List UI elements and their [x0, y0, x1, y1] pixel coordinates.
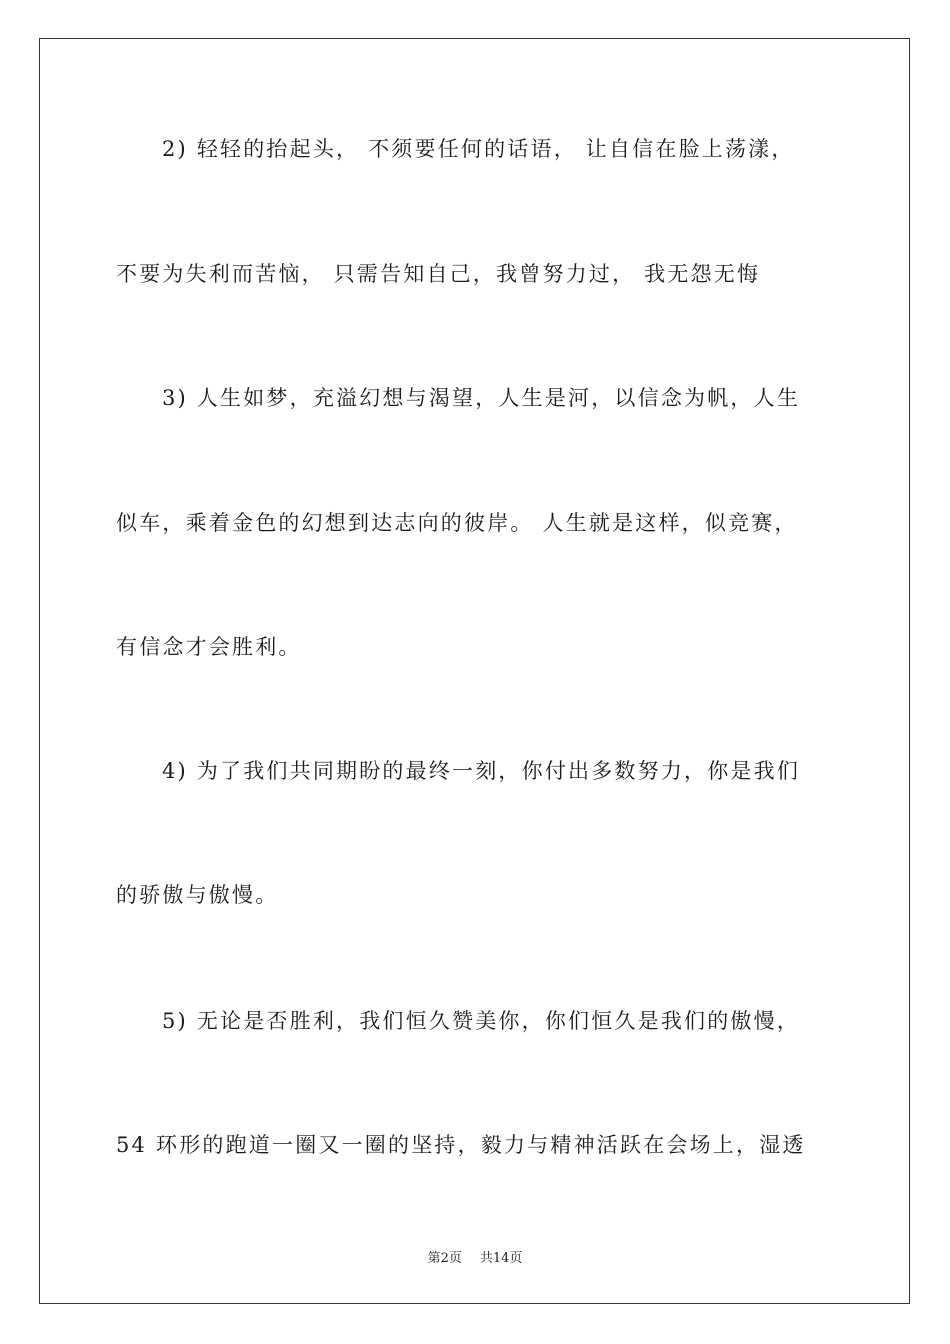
paragraph-line: 的骄傲与傲慢。: [116, 883, 279, 907]
paragraph-line: 似车，乘着金色的幻想到达志向的彼岸。 人生就是这样，似竞赛，: [116, 511, 798, 535]
paragraph-line: 54 环形的跑道一圈又一圈的坚持，毅力与精神活跃在会场上，湿透: [116, 1133, 806, 1157]
paragraph-line: 2) 轻轻的抬起头， 不须要任何的话语， 让自信在脸上荡漾，: [162, 137, 795, 161]
paragraph-line: 不要为失利而苦恼， 只需告知自己，我曾努力过， 我无怨无悔: [116, 262, 761, 286]
page-footer: [0, 1247, 950, 1266]
paragraph-line: 有信念才会胜利。: [116, 635, 302, 659]
page-total: 共14页: [479, 1251, 523, 1266]
page-border: [39, 38, 910, 1304]
paragraph-line: 5) 无论是否胜利，我们恒久赞美你，你们恒久是我们的傲慢，: [162, 1009, 801, 1033]
paragraph-line: 4) 为了我们共同期盼的最终一刻，你付出多数努力，你是我们: [162, 759, 801, 783]
paragraph-line: 3) 人生如梦，充溢幻想与渴望，人生是河，以信念为帆，人生: [162, 386, 801, 410]
page-number: 第2页: [427, 1251, 462, 1266]
